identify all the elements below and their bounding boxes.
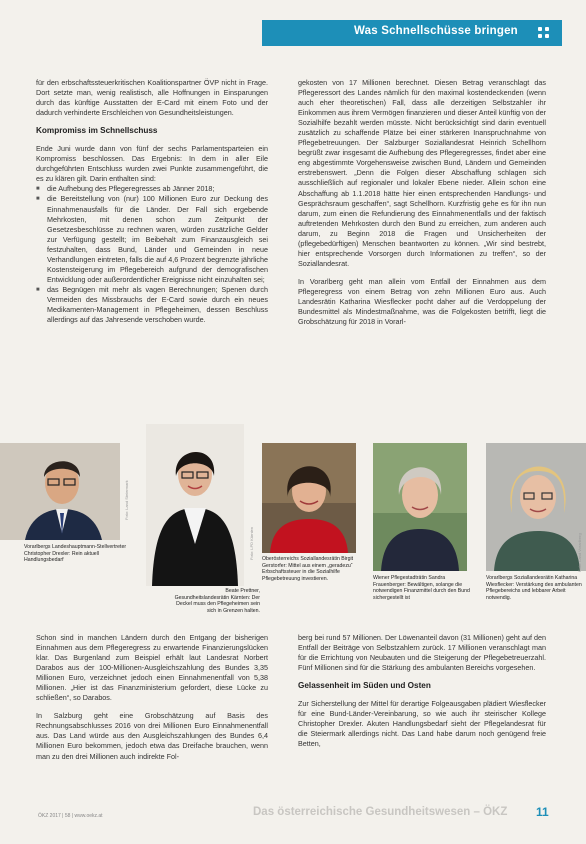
portrait-photo-gerstorfer: [262, 443, 356, 553]
photo-credit: Foto: LPD Kärnten: [249, 526, 254, 560]
intro-paragraph: für den erbschaftssteuerkritischen Koalitionspartner ÖVP nicht in Frage. Dort setzte man, wenig realistisch, alle Hoffnungen in Einsparungen durch das künftige Ausstatten der E-Card mit einem Foto und der dadurch verhinderte Erschleichen von Gesundheitsleistungen.: [36, 78, 268, 118]
footer-left-text: ÖKZ 2017 | 58 | www.oekz.at: [38, 813, 103, 819]
paragraph: Zur Sicherstellung der Mittel für derartige Folgeausgaben plädiert Wiesflecker für eine Bund-Länder-Vereinbarung, so wie auch ihr steirischer Kollege Christopher Drexler. Akuten Handlungsbedarf sieht der Pflegelandesrat für die Steiermark allerdings nicht. Das Land habe darum noch genügend freie Betten,: [298, 699, 546, 749]
photo-caption: Wiener Pflegestadträtin Sandra Frauenberger: Bewältigen, solange die notwendigen Finanzmittel durch den Bund sichergestellt ist: [373, 575, 470, 601]
top-right-column: [298, 78, 546, 327]
photo-credit: Foto: Land Steiermark: [124, 480, 129, 520]
section-title: Was Schnellschüsse bringen: [354, 25, 518, 37]
photo-caption: Vorarlbergs Soziallandesrätin Katharina Wiesflecker: Verstärkung des ambulanten Pflegebereichs und lebbarer Arbeit notwendig.: [486, 575, 582, 601]
photo-caption: Vorarlbergs Landeshauptmann-Stellvertreter Christopher Drexler: Rein aktuell Handlungsbedarf: [24, 544, 127, 564]
bullet-list: [36, 184, 268, 325]
photo-credit: Foto: Land Vorarlberg: [577, 533, 582, 572]
grid-dots-icon: [538, 27, 550, 39]
paragraph: In Vorarlberg geht man allein vom Entfall der Einnahmen aus dem Pflegeregress von einem Betrag von zehn Millionen Euro aus. Auch Landesrätin Katharina Wiesflecker pocht daher auf die Verdoppelung der Bundesmittel als Mindestmaßnahme, was die Folgekosten betrifft, liegt die Grobschätzung für 2018 in Vorarl-: [298, 276, 546, 327]
portrait-photo-frauenberger: [373, 443, 467, 571]
paragraph: berg bei rund 57 Millionen. Der Löwenanteil davon (31 Millionen) geht auf den Entfall der Beiträge von Selbstzahlern zurück. 17 Millionen veranschlagt man für die Errichtung von Neubauten und die Steigerung der Pflegebetreuerzahl. Fünf Millionen sind für die Stärkung des ambulanten Bereichs vorgesehen.: [298, 633, 546, 673]
portrait-photo-drexler: [0, 443, 120, 540]
bottom-left-column: [36, 633, 268, 762]
bottom-right-column: [298, 633, 546, 749]
paragraph: Ende Juni wurde dann von fünf der sechs Parlamentsparteien ein Kompromiss beschlossen. Das Ergebnis: In dem in aller Eile durchgeführten Entschluss wurden zwei Punkte zusammengeführt, die es zu klären gilt. Darin enthalten sind:: [36, 144, 268, 184]
section-header-bar: [262, 20, 562, 46]
list-item: ■ die Bereitstellung von (nur) 100 Millionen Euro zur Deckung des Einnahmenausfalls für die Länder. Der Fall sich ergebende Mehrkosten, mit denen schon zum Zeitpunkt der Gesetzesbeschlüsse zu rechnen waren, würden zusätzliche Gelder zur Verfügung gestellt; im Beibehalt zum Finanzausgleich sei festzuhalten, dass Bund, Länder und Gemeinden in neue Verhandlungen eintreten, falls die auf 4,6 Prozent begrenzte jährliche Kostensteigerung im Pflegebereich aufgrund der demografischen Entwicklung oder außerordentlicher Ereignisse nicht einzuhalten sei;: [36, 194, 268, 284]
paragraph: gekosten von 17 Millionen berechnet. Diesen Betrag veranschlagt das Pflegeressort des Landes nämlich für den maximal kostendeckenden (wenn auch eher theoretischen) Fall, dass alle derzeitigen Selbstzahler ihr Einkommen aus ihrem Vermögen finanzieren und dieser Anteil künftig von der Sozialhilfe bezahlt werden müsste. Nicht berücksichtigt sind darin eventuell zusätzlich zu schaffende Plätze bei einer stärkeren Inanspruchnahme von Pflegebetreuungen. Der Salzburger Soziallandesrat Heinrich Schellhorn begrüßt zwar insgesamt die Aufhebung des Pflegeregresses, findet aber eine eng abgestimmte Vorgehensweise zwischen Bund, Ländern und Gemeinden erstrebenswert. „Denn die Folgen dieser Abschaffung schlagen sich ausschließlich auf regionaler und lokaler Ebene nieder. Allein schon eine Abschaffung ab 1.1.2018 hätte hier einen entsprechenden Handlungs- und Gesprächsraum geschaffen“, sagt Schellhorn. Kurzfristig gehe es für ihn nun darum, zum einen die Refundierung des Einnahmenentfalls und der faktisch auftretenden Mehrkosten durch den Bund zu erreichen, zum anderen auch darum, zu Beginn 2018 die Fragen und Unsicherheiten der (pflegebedürftigen) Menschen beantworten zu können. „Wir sind bestrebt, hier entsprechende Vorsorgen durch Informationen zu treffen“, so der Soziallandesrat.: [298, 78, 546, 268]
list-item: ■ das Begnügen mit mehr als vagen Berechnungen; Spenen durch Vermeiden des Missbrauchs der E-Card sowie durch ein neues Medikamenten-Management in Pflegeheimen, dessen Beschluss allerdings auf das Jahresende verschoben wurde.: [36, 285, 268, 325]
paragraph: Schon sind in manchen Ländern durch den Entgang der bisherigen Einnahmen aus dem Pflegeregress zu erwartende Finanzierungslücken klar. Das Burgenland zum Beispiel erhält laut Landesrat Norbert Darabos aus der 100-Millionen-Ausgleichszahlung des Bundes 3,35 Millionen Euro, verzeichnet jedoch einen Einnahmenentfall von 5,38 Millionen. „Hier ist das Finanzministerium gefordert, diese Lücke zu schließen“, so Darabos.: [36, 633, 268, 703]
top-left-column: [36, 78, 268, 325]
portrait-photo-prettner: [146, 424, 244, 586]
section-heading-kompromiss: Kompromiss im Schnellschuss: [36, 126, 158, 136]
footer-publication-title: Das österreichische Gesundheitswesen – ÖKZ: [253, 806, 508, 818]
portrait-photo-wiesflecker: [486, 443, 586, 571]
paragraph: In Salzburg geht eine Grobschätzung auf Basis des Rechnungsabschlusses 2016 von drei Millionen Euro Einnahmenentfall aus. Das Land würde aus den Ausgleichszahlungen des Bundes 6,4 Millionen Euro bekommen, jedoch etwa das Dreifache brauchen, wenn man zu den drei Millionen auch indirekte Fol-: [36, 711, 268, 761]
page-number: 11: [536, 805, 549, 819]
photo-caption: Oberösterreichs Soziallandesrätin Birgit Gerstorfer: Mittel aus einem „geradezu“ Erbschaftssteuer in die Sozialhilfe Pflegebetreuung investieren.: [262, 556, 354, 582]
section-heading-gelassenheit: Gelassenheit im Süden und Osten: [298, 681, 431, 691]
list-item: ■ die Aufhebung des Pflegeregresses ab Jänner 2018;: [36, 184, 268, 194]
photo-caption: Beate Prettner, Gesundheitslandesrätin Kärnten: Der Deckel muss den Pflegeheimen sein sich in Grenzen halten.: [174, 588, 260, 614]
